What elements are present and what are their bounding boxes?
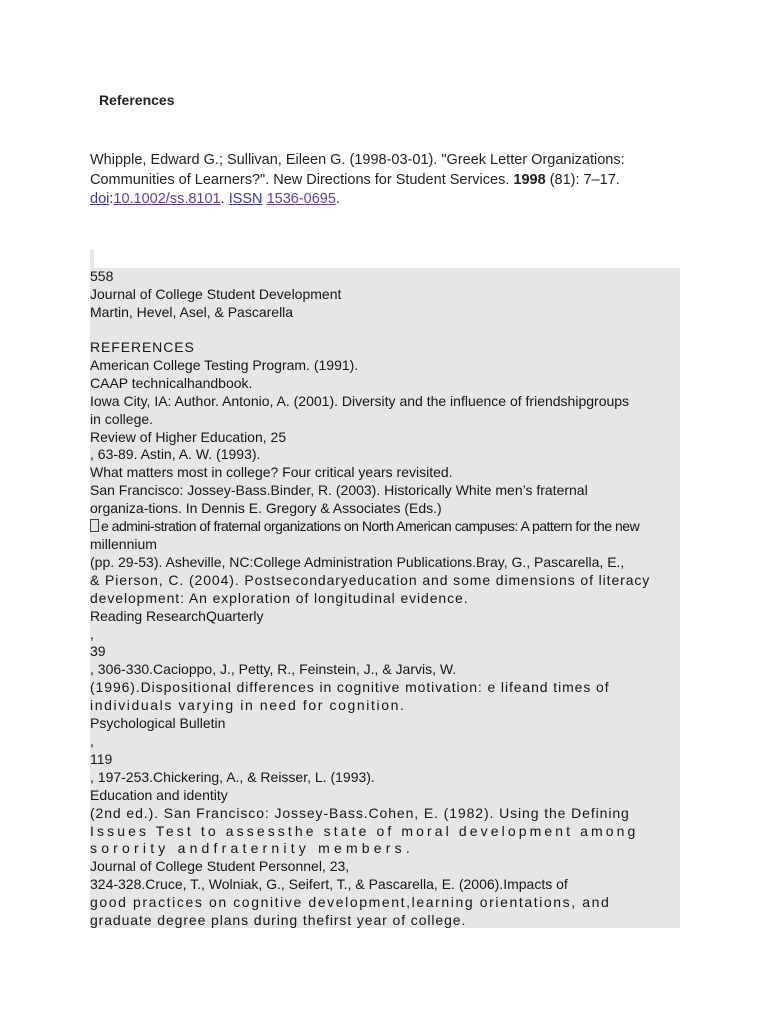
ref-line: (2nd ed.). San Francisco: Jossey-Bass.Cohen, E. (1982). Using the Defining [90,805,630,821]
ref-line: 39 [90,643,106,659]
ref-line: organiza-tions. In Dennis E. Gregory & Associates (Eds.) [90,500,442,516]
ref-line: , 63-89. Astin, A. W. (1993). [90,446,261,462]
ref-line: Psychological Bulletin [90,715,226,731]
ref-line: , 306-330.Cacioppo, J., Petty, R., Feinstein, J., & Jarvis, W. [90,661,457,677]
ref-line: & Pierson, C. (2004). Postsecondaryeducation and some dimensions of literacy [90,572,651,588]
scanned-page-excerpt [90,268,680,928]
issn-value-link[interactable]: 1536-0695 [266,191,336,207]
ref-line: 119 [90,751,113,767]
ref-line: 324-328.Cruce, T., Wolniak, G., Seifert, T., & Pascarella, E. (2006).Impacts of [90,876,568,892]
ref-line: graduate degree plans during thefirst year of college. [90,912,467,928]
ref-line: development: An exploration of longitudinal evidence. [90,590,469,606]
missing-glyph-icon [90,519,99,532]
doi-colon: : [109,191,114,207]
ref-line-text: (1996).Dispositional differences in cognitive motivation: e lifeand times of [90,679,610,695]
ref-line: San Francisco: Jossey-Bass.Binder, R. (2003). Historically White men’s fraternal [90,482,588,498]
ref-line [90,679,610,696]
authors-header: Martin, Hevel, Asel, & Pascarella [90,304,294,320]
citation-end: . [335,191,340,207]
doi-value-link[interactable]: 10.1002/ss.8101 [113,191,221,207]
ref-line: American College Testing Program. (1991). [90,357,359,373]
ref-line: Journal of College Student Personnel, 23, [90,858,350,874]
ref-line [90,518,639,535]
ref-line: , [90,626,94,642]
ref-line: CAAP technicalhandbook. [90,375,253,391]
ref-line: , 197-253.Chickering, A., & Reisser, L. (1993). [90,769,375,785]
ref-line: Iowa City, IA: Author. Antonio, A. (2001). Diversity and the influence of friendshipgroups [90,393,630,409]
issn-link[interactable]: ISSN [228,191,263,207]
ref-line: What matters most in college? Four critical years revisited. [90,464,453,480]
ref-line: (pp. 29-53). Asheville, NC:College Administration Publications.Bray, G., Pascarella, E., [90,554,625,570]
page-heading: References [99,92,175,108]
scan-top-marker [90,250,94,268]
ref-line: Education and identity [90,787,228,803]
citation-separator: . [220,191,229,207]
citation-year: 1998 [513,171,546,188]
ref-line: individuals varying in need for cognition. [90,697,406,713]
ref-line: Review of Higher Education, 25 [90,429,287,445]
citation-pages: (81): 7–17. [545,171,620,188]
ref-line: , [90,733,94,749]
ref-line-text: e admini-stration of fraternal organizations on North American campuses: A pattern for the new [101,518,640,534]
references-heading: REFERENCES [90,339,195,355]
ref-line: good practices on cognitive development,learning orientations, and [90,894,611,910]
citation-text: Whipple, Edward G.; Sullivan, Eileen G. (1998-03-01). "Greek Letter Organizations: Communities of Learners?". New Directions for Student Services. [90,152,625,188]
ref-line: sorority andfraternity members. [90,840,414,856]
doi-link[interactable]: doi [90,191,110,207]
ref-line: Issues Test to assessthe state of moral development among [90,823,639,839]
ref-line: millennium [90,536,157,552]
page-number: 558 [90,268,114,284]
ref-line: Reading ResearchQuarterly [90,608,264,624]
journal-header: Journal of College Student Development [90,286,342,302]
ref-line: in college. [90,411,154,427]
citation-entry [90,151,690,210]
